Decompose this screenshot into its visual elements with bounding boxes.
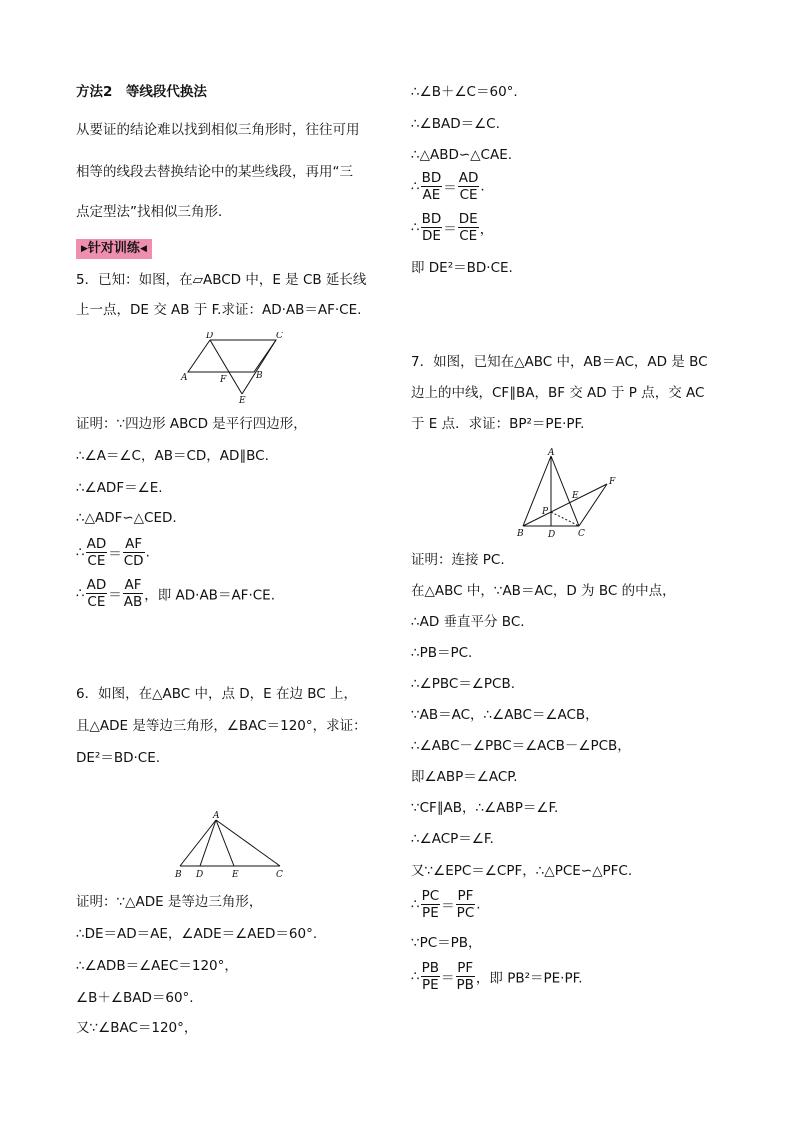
p7-label-B: B: [517, 529, 524, 539]
p6-question-line-3: DE²＝BD·CE.: [76, 750, 161, 766]
p6-fraction-2: ∴ $\frac{BD}{DE}$ ＝ $\frac{DE}{CE}$ ，: [411, 211, 494, 244]
p7-proof-line-1: 证明：连接 PC.: [411, 552, 505, 568]
p6-end-line: 即 DE²＝BD·CE.: [411, 260, 513, 276]
method-heading: 方法2 等线段代换法: [76, 84, 207, 100]
p5-proof-line-2: ∴∠A＝∠C，AB＝CD，AD∥BC.: [76, 448, 269, 464]
p7-proof-line-11: 又∵∠EPC＝∠CPF，∴△PCE∽△PFC.: [411, 863, 633, 879]
p6-label-C: C: [276, 870, 283, 880]
p7-proof-line-8: 即∠ABP＝∠ACP.: [411, 769, 518, 785]
practice-tag: [76, 238, 152, 259]
p6-label-D: D: [196, 870, 204, 880]
p5-question-line-2: 上一点，DE 交 AB 于 F.求证：AD·AB＝AF·CE.: [76, 302, 362, 318]
intro-line-2: 相等的线段去替换结论中的某些线段，再用“三: [76, 164, 353, 180]
p7-label-C: C: [578, 529, 585, 539]
p7-fraction-1: ∴ $\frac{PC}{PE}$ ＝ $\frac{PF}{PC}$ .: [411, 888, 481, 921]
p5-proof-line-3: ∴∠ADF＝∠E.: [76, 480, 163, 496]
p6-label-B: B: [175, 870, 182, 880]
p6-figure: [172, 810, 288, 880]
p6-cont-line-2: ∴∠BAD＝∠C.: [411, 116, 500, 132]
practice-tag-label: 针对训练: [87, 241, 140, 256]
p7-proof-line-10: ∴∠ACP＝∠F.: [411, 831, 494, 847]
p5-label-B: B: [256, 371, 263, 381]
p7-proof-line-3: ∴AD 垂直平分 BC.: [411, 614, 525, 630]
p6-proof-line-1: 证明：∵△ADE 是等边三角形，: [76, 894, 263, 910]
p6-question-line-2: 且△ADE 是等边三角形，∠BAC＝120°，求证：: [76, 718, 367, 734]
p6-label-A: A: [213, 811, 220, 821]
p7-proof-line-2: 在△ABC 中，∵AB＝AC，D 为 BC 的中点，: [411, 583, 676, 599]
p7-label-D: D: [548, 530, 556, 540]
p7-proof-line-5: ∴∠PBC＝∠PCB.: [411, 676, 516, 692]
p5-label-A: A: [181, 373, 188, 383]
p6-cont-line-3: ∴△ABD∽△CAE.: [411, 147, 513, 163]
p6-proof-line-2: ∴DE＝AD＝AE，∠ADE＝∠AED＝60°.: [76, 926, 318, 942]
p6-proof-line-4: ∠B＋∠BAD＝60°.: [76, 990, 194, 1006]
p7-label-P: P: [542, 507, 549, 517]
p5-fraction-2: ∴ $\frac{AD}{CE}$ ＝ $\frac{AF}{AB}$ ，即 AD·AB＝AF·CE.: [76, 577, 275, 610]
triangle-right-icon: ▶: [81, 244, 88, 254]
p6-fraction-1: ∴ $\frac{BD}{AE}$ ＝ $\frac{AD}{CE}$ .: [411, 170, 485, 203]
p6-proof-line-3: ∴∠ADB＝∠AEC＝120°，: [76, 958, 238, 974]
p5-proof-line-1: 证明：∵四边形 ABCD 是平行四边形，: [76, 416, 307, 432]
p6-cont-line-1: ∴∠B＋∠C＝60°.: [411, 84, 518, 100]
p6-proof-line-5: 又∵∠BAC＝120°，: [76, 1020, 198, 1036]
p7-label-F: F: [609, 477, 616, 487]
p5-proof-line-4: ∴△ADF∽△CED.: [76, 510, 177, 526]
p7-proof-line-9: ∵CF∥AB，∴∠ABP＝∠F.: [411, 800, 559, 816]
p5-label-E: E: [239, 396, 246, 404]
p5-label-C: C: [276, 332, 283, 341]
p7-proof-line-7: ∴∠ABC－∠PBC＝∠ACB－∠PCB，: [411, 738, 631, 754]
p5-question-line-1: 5．已知：如图，在▱ABCD 中，E 是 CB 延长线: [76, 272, 367, 288]
p5-label-D: D: [206, 332, 214, 341]
p7-question-line-3: 于 E 点．求证：BP²＝PE·PF.: [411, 416, 585, 432]
p5-label-F: F: [220, 375, 227, 385]
p7-proof-line-6: ∵AB＝AC，∴∠ABC＝∠ACB，: [411, 707, 599, 723]
p7-label-E: E: [572, 491, 579, 501]
p7-question-line-2: 边上的中线，CF∥BA，BF 交 AD 于 P 点，交 AC: [411, 385, 705, 401]
p7-after-line: ∵PC＝PB，: [411, 935, 482, 951]
p7-figure: [515, 448, 631, 540]
p6-question-line-1: 6．如图，在△ABC 中，点 D，E 在边 BC 上，: [76, 686, 357, 702]
intro-line-1: 从要证的结论难以找到相似三角形时，往往可用: [76, 122, 360, 138]
triangle-left-icon: ◀: [139, 244, 147, 254]
p7-fraction-2: ∴ $\frac{PB}{PE}$ ＝ $\frac{PF}{PB}$ ，即 PB²＝PE·PF.: [411, 960, 583, 993]
p7-question-line-1: 7．如图，已知在△ABC 中，AB＝AC，AD 是 BC: [411, 354, 708, 370]
p5-fraction-1: ∴ $\frac{AD}{CE}$ ＝ $\frac{AF}{CD}$ .: [76, 536, 150, 569]
p6-label-E: E: [232, 870, 239, 880]
p7-label-A: A: [548, 448, 555, 458]
intro-line-3: 点定型法”找相似三角形．: [76, 204, 232, 220]
p7-proof-line-4: ∴PB＝PC.: [411, 645, 473, 661]
p5-figure: [180, 332, 290, 404]
